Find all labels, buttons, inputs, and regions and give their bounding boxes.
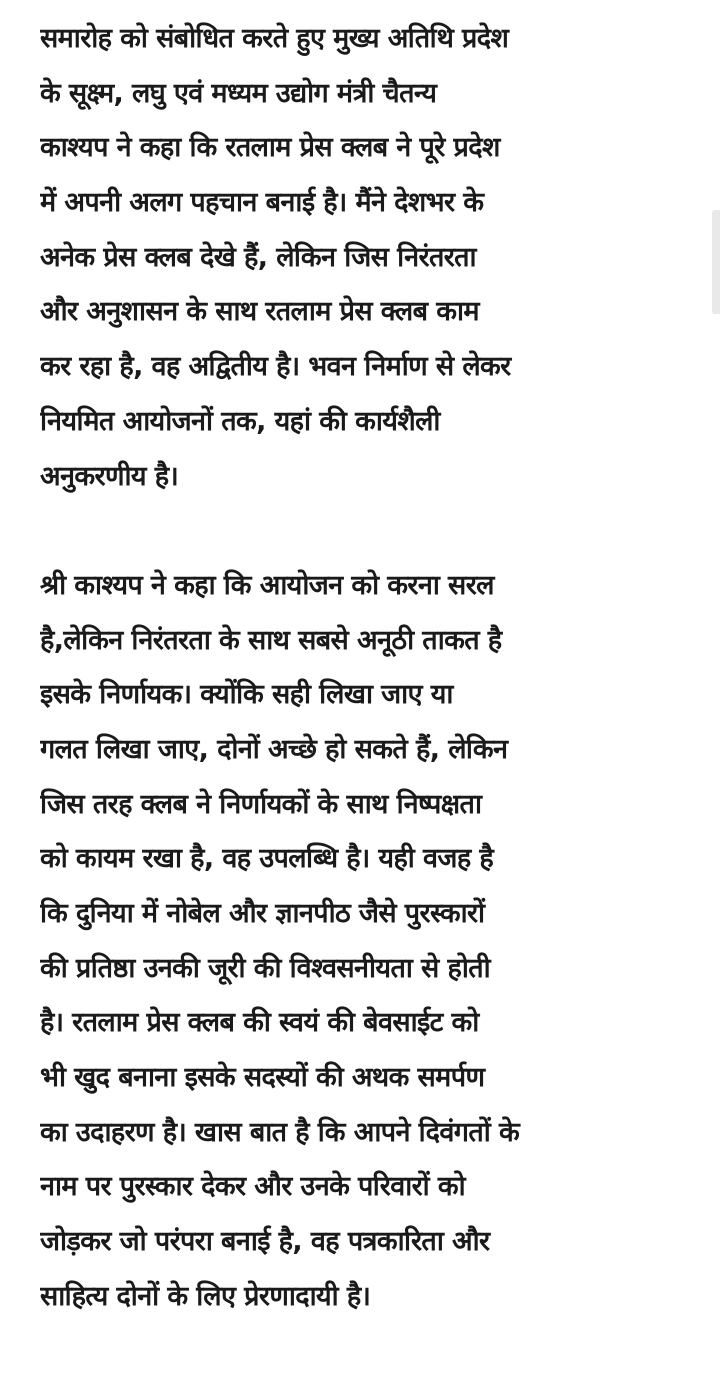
text-line: समारोह को संबोधित करते हुए मुख्य अतिथि प्रदेश <box>40 23 509 54</box>
text-line: अनेक प्रेस क्लब देखे हैं, लेकिन जिस निरंतरता <box>40 241 476 273</box>
text-line: की प्रतिष्ठा उनकी जूरी की विश्वसनीयता से होती <box>40 952 491 984</box>
text-line: जिस तरह क्लब ने निर्णायकों के साथ निष्पक्षता <box>40 788 482 820</box>
text-line: काश्यप ने कहा कि रतलाम प्रेस क्लब ने पूरे प्रदेश <box>40 132 500 164</box>
article-paragraph <box>40 559 710 1325</box>
text-line: इसके निर्णायक। क्योंकि सही लिखा जाए या <box>40 679 453 711</box>
text-line: कि दुनिया में नोबेल और ज्ञानपीठ जैसे पुरस्कारों <box>40 898 485 929</box>
text-line: अनुकरणीय है। <box>40 460 179 492</box>
text-line: श्री काश्यप ने कहा कि आयोजन को करना सरल <box>40 569 494 601</box>
article-paragraph <box>40 12 710 504</box>
paragraph-spacer <box>40 504 710 559</box>
text-line: का उदाहरण है। खास बात है कि आपने दिवंगतों के <box>40 1116 520 1148</box>
text-line: साहित्य दोनों के लिए प्रेरणादायी है। <box>40 1280 371 1312</box>
text-line: गलत लिखा जाए, दोनों अच्छे हो सकते हैं, लेकिन <box>40 733 508 765</box>
text-line: में अपनी अलग पहचान बनाई है। मैंने देशभर के <box>40 187 484 219</box>
text-line: कर रहा है, वह अद्वितीय है। भवन निर्माण से लेकर <box>40 351 511 383</box>
article-body <box>40 12 710 1325</box>
scrollbar-thumb[interactable] <box>712 210 720 314</box>
text-line: को कायम रखा है, वह उपलब्धि है। यही वजह है <box>40 843 494 875</box>
text-line: है,लेकिन निरंतरता के साथ सबसे अनूठी ताकत है <box>40 624 502 656</box>
text-line: और अनुशासन के साथ रतलाम प्रेस क्लब काम <box>40 296 479 328</box>
text-line: के सूक्ष्म, लघु एवं मध्यम उद्योग मंत्री चैतन्य <box>40 77 437 109</box>
text-line: भी खुद बनाना इसके सदस्यों की अथक समर्पण <box>40 1062 485 1094</box>
text-line: है। रतलाम प्रेस क्लब की स्वयं की बेवसाईट को <box>40 1007 479 1039</box>
text-line: जोड़कर जो परंपरा बनाई है, वह पत्रकारिता और <box>40 1226 490 1258</box>
text-line: नाम पर पुरस्कार देकर और उनके परिवारों को <box>40 1171 465 1203</box>
text-line: नियमित आयोजनों तक, यहां की कार्यशैली <box>40 405 440 437</box>
